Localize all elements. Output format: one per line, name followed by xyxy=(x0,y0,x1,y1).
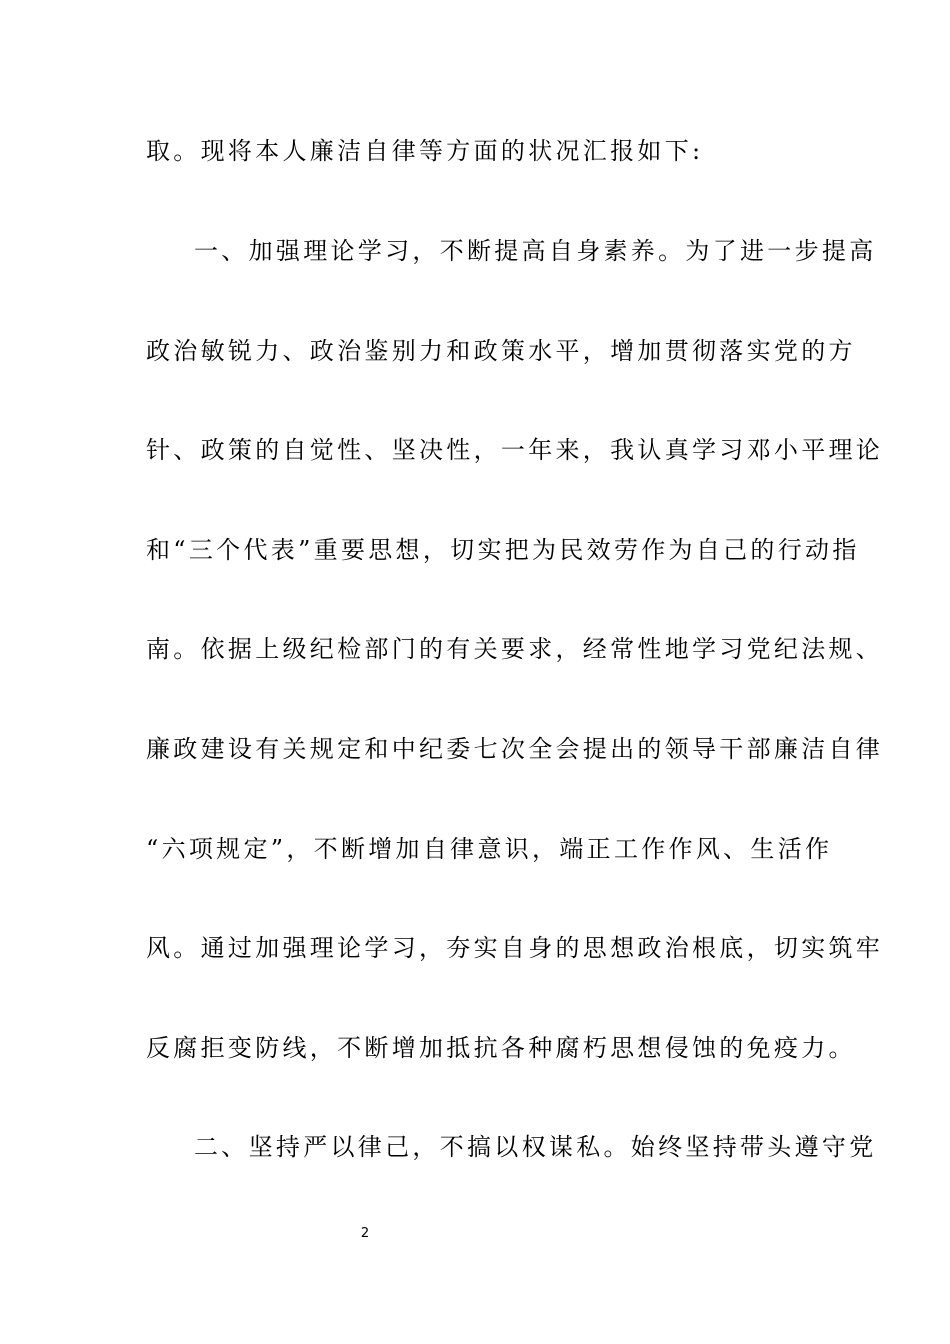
text-line: 取。现将本人廉洁自律等方面的状况汇报如下: xyxy=(146,137,704,165)
text-line: 针、政策的自觉性、坚决性，一年来，我认真学习邓小平理论 xyxy=(146,436,884,464)
page-number: 2 xyxy=(360,1226,370,1241)
paragraph-heading-line: 一、加强理论学习，不断提高自身素养。为了进一步提高 xyxy=(194,237,877,265)
text-line: 廉政建设有关规定和中纪委七次全会提出的领导干部廉洁自律 xyxy=(146,735,884,763)
text-line: “六项规定”，不断增加自律意识，端正工作作风、生活作 xyxy=(146,835,833,863)
text-line: 南。依据上级纪检部门的有关要求，经常性地学习党纪法规、 xyxy=(146,635,884,663)
paragraph-heading-line: 二、坚持严以律己，不搞以权谋私。始终坚持带头遵守党 xyxy=(194,1133,877,1161)
text-line: 政治敏锐力、政治鉴别力和政策水平，增加贯彻落实党的方 xyxy=(146,337,856,365)
text-line: 风。通过加强理论学习，夯实自身的思想政治根底，切实筑牢 xyxy=(146,934,884,962)
text-line: 和“三个代表”重要思想，切实把为民效劳作为自己的行动指 xyxy=(146,536,860,564)
text-line: 反腐拒变防线，不断增加抵抗各种腐朽思想侵蚀的免疫力。 xyxy=(146,1034,856,1062)
